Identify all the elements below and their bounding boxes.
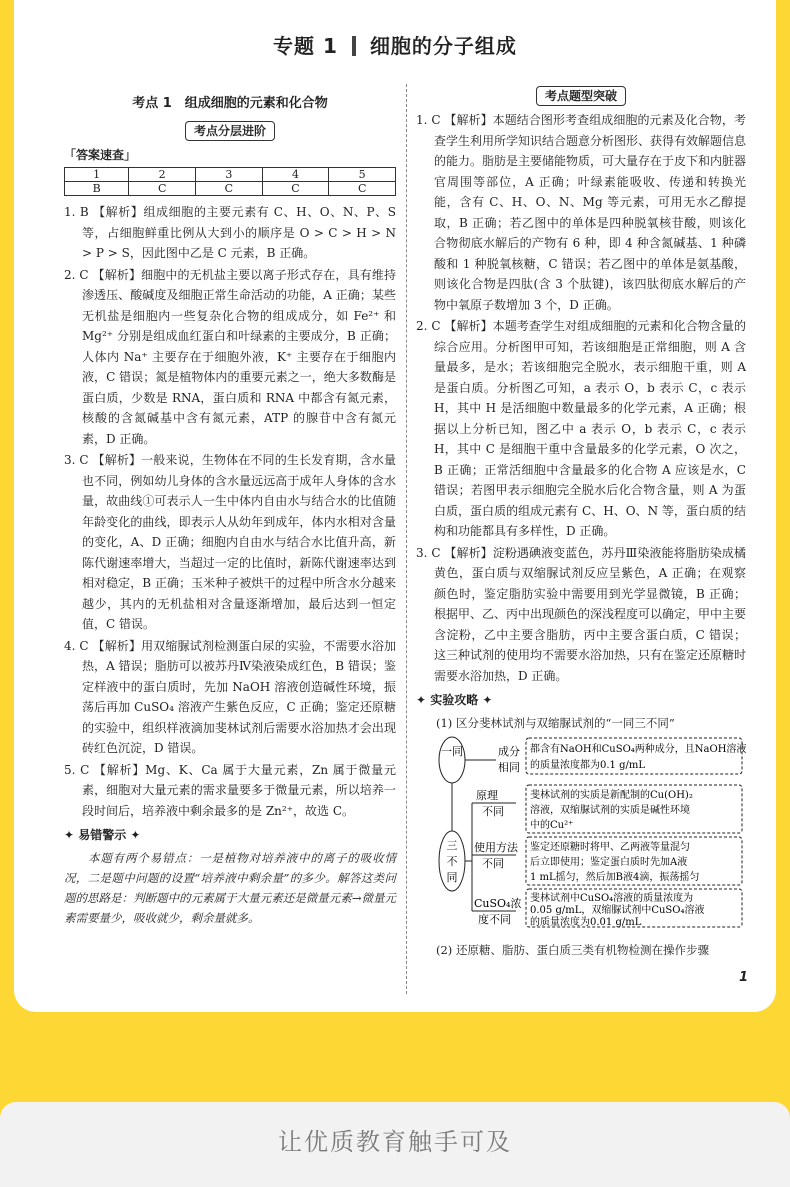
explanation-r2: 2. C 【解析】本题考查学生对组成细胞的元素和化合物含量的综合应用。分析图甲可知，若该细胞是正常细胞，则 A 含量最多，是水；若该细胞完全脱水，表示细胞干重，则 A 是蛋白质。分析图乙可知，a 表示 O，b 表示 C，c 表示 H，其中 H 是活细胞中数量最多的化学元素，A 正确；根据以上分析已知，图乙中 a 表示 O，b 表示 C，c 表示 H，其中 C 是细胞干重中含量最多的化学元素，O 次之，B 正确；正常活细胞中含量最多的化合物 A 应该是水，C 错误；若图甲表示细胞完全脱水后化合物含量，则 A 为蛋白质，蛋白质的组成元素有 C、H、O、N 等，蛋白质的结构和功能都具有多样性，D 正确。 — [416, 319, 746, 538]
diff1-desc-3: 中的Cu²⁺ — [530, 820, 574, 831]
same-desc-1: 都含有NaOH和CuSO₄两种成分，且NaOH溶液 — [530, 744, 746, 755]
diff1-label-a: 原理 — [476, 789, 498, 802]
explanation-3: 3. C 【解析】一般来说，生物体在不同的生长发育期，含水量也不同，例如幼儿身体的含水量远远高于成年人身体的含水量，故曲线①可表示人一生中体内自由水与结合水的比值随年龄变化的曲线，即表示人从幼年到成年，体内水相对含量的变化，A、D 正确；细胞内自由水与结合水比值升高，新陈代谢速率增大，当超过一定的比值时，新陈代谢速率达到相对稳定，B 正确；玉米种子被烘干的过程中所含水分越来越少，其内的无机盐相对含量逐渐增加，最后达到一恒定值，C 错误。 — [64, 453, 396, 631]
answer-letter: C — [195, 182, 262, 196]
subheading-2: (2) 还原糖、脂肪、蛋白质三类有机物检测在操作步骤 — [436, 942, 709, 957]
answer-letter: C — [129, 182, 196, 196]
answer-number-row — [65, 168, 396, 182]
answer-letter: C — [262, 182, 329, 196]
answer-table — [64, 167, 396, 196]
diff1-desc-2: 溶液，双缩脲试剂的实质是碱性环境 — [530, 805, 690, 816]
warning-title: ✦ 易错警示 ✦ — [64, 828, 141, 842]
diff2-desc-1: 鉴定还原糖时将甲、乙两液等量混匀 — [530, 842, 690, 853]
answer-letter: B — [65, 182, 129, 196]
diff1-label-b: 不同 — [482, 805, 504, 818]
diff3-label-a: CuSO₄浓 — [474, 897, 522, 910]
document-page — [14, 0, 776, 1012]
left-column — [64, 94, 396, 928]
explanation-r3: 3. C 【解析】淀粉遇碘液变蓝色，苏丹Ⅲ染液能将脂肪染成橘黄色，蛋白质与双缩脲试剂反应呈紫色，A 正确；在观察颜色时，鉴定脂肪实验中需要用到光学显微镜，B 正确；根据甲、乙、丙中出现颜色的深浅程度可以确定，甲中主要含淀粉，乙中主要含脂肪，丙中主要含蛋白质，C 错误；这三种试剂的使用均不需要水浴加热，只有在鉴定还原糖时需要水浴加热，D 正确。 — [416, 545, 747, 683]
warning-text: 本题有两个易错点：一是植物对培养液中的离子的吸收情况，二是题中问题的设置“培养液中剩余量”的多少。解答这类问题的思路是：判断题中的元素属于大量元素还是微量元素→微量元素需要量少，吸收就少，剩余量就多。 — [64, 850, 396, 925]
experiment-tips-title: ✦ 实验攻略 ✦ — [416, 693, 493, 707]
right-column — [416, 86, 746, 960]
same-item-top: 成分 — [498, 745, 520, 758]
diff1-desc-1: 斐林试剂的实质是新配制的Cu(OH)₂ — [530, 790, 693, 801]
explanation-4: 4. C 【解析】用双缩脲试剂检测蛋白尿的实验，不需要水浴加热，A 错误；脂肪可以被苏丹Ⅳ染液染成红色，B 错误；鉴定样液中的蛋白质时，先加 NaOH 溶液创造碱性环境，振荡后再加 CuSO₄ 溶液产生紫色反应，C 正确；鉴定还原糖的实验中，组织样液滴加斐林试剂后需要水浴加热才会出现砖红色沉淀，D 错误。 — [64, 638, 396, 755]
same-label-top: 一同 — [441, 745, 463, 758]
section-title: 考点 1 组成细胞的元素和化合物 — [132, 96, 328, 111]
diff-char-2: 不 — [446, 855, 458, 868]
answer-letter-row — [65, 182, 396, 196]
same-desc-2: 的质量浓度都为0.1 g/mL — [530, 760, 645, 771]
box-title-left: 考点分层进阶 — [185, 121, 275, 141]
diff3-desc-2: 0.05 g/mL，双缩脲试剂中CuSO₄溶液 — [530, 905, 705, 916]
answer-number: 4 — [262, 168, 329, 182]
diff2-desc-2: 后立即使用；鉴定蛋白质时先加A液 — [530, 857, 688, 868]
diff2-desc-3: 1 mL摇匀，然后加B液4滴，振荡摇匀 — [530, 872, 700, 883]
topic-label: 专题 1 — [273, 34, 338, 58]
explanation-5: 5. C 【解析】Mg、K、Ca 属于大量元素，Zn 属于微量元素，细胞对大量元素的需求量要多于微量元素，所以培养一段时间后，培养液中剩余最多的是 Zn²⁺，故选 C。 — [64, 762, 396, 818]
page-title: 细胞的分子组成 — [369, 34, 517, 58]
answer-number: 5 — [329, 168, 396, 182]
subheading-1: (1) 区分斐林试剂与双缩脲试剂的“一同三不同” — [436, 715, 675, 730]
footer-slogan: 让优质教育触手可及 — [278, 1128, 512, 1156]
page-number: 1 — [738, 970, 748, 985]
diff2-label-a: 使用方法 — [474, 841, 518, 854]
diff2-label-b: 不同 — [482, 857, 504, 870]
same-oval — [439, 737, 465, 783]
page-header — [14, 30, 776, 59]
same-item-bottom: 相同 — [498, 761, 520, 774]
answer-quick-title: 「答案速查」 — [64, 147, 137, 162]
explanation-1: 1. B 【解析】组成细胞的主要元素有 C、H、O、N、P、S 等，占细胞鲜重比例从大到小的顺序是 O > C > H > N > P > S，因此图中乙是 C 元素，B 正确。 — [64, 205, 396, 260]
answer-number: 2 — [129, 168, 196, 182]
diff3-desc-3: 的质量浓度为0.01 g/mL — [530, 917, 642, 928]
explanation-2: 2. C 【解析】细胞中的无机盐主要以离子形式存在，具有维持渗透压、酸碱度及细胞正常生命活动的功能，A 正确；某些无机盐是细胞内一些复杂化合物的组成成分，如 Fe²⁺ 和 Mg²⁺ 分别是组成血红蛋白和叶绿素的主要成分，B 正确；人体内 Na⁺ 主要存在于细胞外液，K⁺ 主要存在于细胞内液，C 错误；氮是植物体内的重要元素之一，绝大多数酶是蛋白质，少数是 RNA，蛋白质和 RNA 中都含有氮元素，核酸的含氮碱基中含有氮元素，ATP 的腺苷中含有氮元素，D 正确。 — [64, 267, 396, 446]
explanation-r1: 1. C 【解析】本题结合图形考查组成细胞的元素及化合物，考查学生利用所学知识结合题意分析图形、获得有效解题信息的能力。脂肪是主要储能物质，可大量存在于皮下和内脏器官周围等部位，A 正确；叶绿素能吸收、传递和转换光能，含有 C、H、O、N、Mg 等元素，可用无水乙醇提取，B 正确；若乙图中的单体是四种脱氧核苷酸，则该化合物彻底水解后的产物有 6 种，即 4 种含氮碱基、1 种磷酸和 1 种脱氧核糖，C 错误；若乙图中的单体是氨基酸，则该化合物是四肽(含 3 个肽键)，该四肽彻底水解后的产物中氧原子数增加 3 个，D 正确。 — [416, 113, 747, 312]
diff-char-3: 同 — [446, 871, 458, 884]
diff-char-1: 三 — [446, 839, 458, 852]
column-divider — [406, 84, 407, 994]
answer-letter: C — [329, 182, 396, 196]
diff3-desc-1: 斐林试剂中CuSO₄溶液的质量浓度为 — [530, 893, 694, 904]
header-separator — [352, 36, 356, 56]
answer-number: 1 — [65, 168, 129, 182]
diff3-label-b: 度不同 — [478, 913, 511, 926]
comparison-diagram — [416, 733, 746, 929]
answer-number: 3 — [195, 168, 262, 182]
box-title-right: 考点题型突破 — [536, 86, 626, 106]
